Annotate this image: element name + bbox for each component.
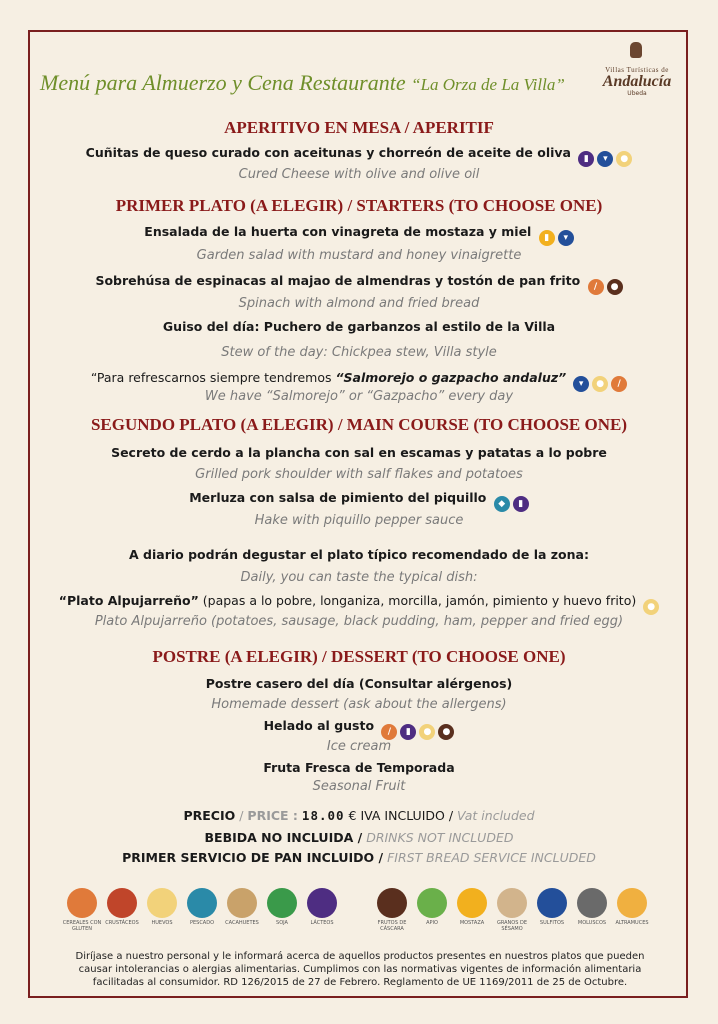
pan-es: PRIMER SERVICIO DE PAN INCLUIDO / (122, 850, 384, 865)
restaurant-name: “La Orza de La Villa” (411, 75, 565, 94)
huevos-icon: ● (592, 376, 608, 392)
plato-tipico-name: “Plato Alpujarreño” (58, 593, 199, 608)
cereales-icon: / (381, 724, 397, 740)
andalucia-logo (594, 38, 680, 108)
allergen-note: Diríjase a nuestro personal y le informará acerca de aquellos productos presentes en nuestros platos que pueden causar intolerancias o alergias alimentarias. Cumplimos con las normativas vigentes de información alimentaria facilitadas al consumidor. RD 126/2015 de 27 de Febrero. Reglamento de UE 1169/2011 de 25 de Octubre. (75, 951, 645, 988)
allergen-icon (107, 888, 137, 918)
bebida-en: DRINKS NOT INCLUDED (366, 830, 514, 845)
menu-title (40, 70, 565, 96)
menu-header (40, 60, 680, 120)
pan-en: FIRST BREAD SERVICE INCLUDED (387, 850, 596, 865)
precio-label: PRECIO (183, 808, 236, 823)
bebida-line (0, 830, 718, 845)
primer-item-2-text: Sobrehúsa de espinacas al majao de almendras y tostón de pan frito (95, 273, 581, 288)
section-aperitivo: APERITIVO EN MESA / APERITIF (224, 118, 494, 137)
allergen-legend-item (450, 888, 494, 926)
allergen-icon (147, 888, 177, 918)
section-postre: POSTRE (A ELEGIR) / DESSERT (TO CHOOSE ONE) (152, 647, 566, 666)
allergen-legend-item (300, 888, 344, 926)
aperitivo-item-text: Cuñitas de queso curado con aceitunas y chorreón de aceite de oliva (85, 145, 571, 160)
allergen-label: SOJA (276, 920, 288, 926)
precio-label-en: PRICE : (247, 808, 298, 823)
postre-item-3: Fruta Fresca de Temporada (263, 760, 455, 775)
primer-item-3: Guiso del día: Puchero de garbanzos al estilo de la Villa (162, 319, 556, 334)
cereales-icon: / (611, 376, 627, 392)
postre-item-1: Postre casero del día (Consultar alérgenos) (205, 676, 513, 691)
allergen-icon (457, 888, 487, 918)
precio-vat-en: Vat included (457, 808, 535, 823)
allergen-legend-item (220, 888, 264, 926)
allergen-icon (537, 888, 567, 918)
pescado-icon: ◆ (494, 496, 510, 512)
jar-icon (630, 42, 642, 58)
segundo-item-2-text: Merluza con salsa de pimiento del piquillo (189, 490, 487, 505)
diario-en: Daily, you can taste the typical dish: (240, 570, 478, 585)
allergen-label: CRUSTÁCEOS (105, 920, 139, 926)
allergen-legend-item (100, 888, 144, 926)
allergen-label: MOLUSCOS (577, 920, 607, 926)
logo-main-text: Andalucía (602, 73, 672, 90)
section-segundo: SEGUNDO PLATO (A ELEGIR) / MAIN COURSE (TO CHOOSE ONE) (90, 415, 628, 434)
lacteos-icon: ▮ (400, 724, 416, 740)
allergen-icon (377, 888, 407, 918)
allergen-legend-item (570, 888, 614, 926)
allergen-legend-item (490, 888, 534, 932)
section-primer: PRIMER PLATO (A ELEGIR) / STARTERS (TO CHOOSE ONE) (115, 196, 603, 215)
allergen-label: APIO (426, 920, 438, 926)
lacteos-icon: ▮ (578, 151, 594, 167)
allergen-label: ALTRAMUCES (615, 920, 649, 926)
primer-item-1-en: Garden salad with mustard and honey vinaigrette (196, 248, 522, 263)
allergen-icon (577, 888, 607, 918)
mostaza-icon: ▮ (539, 230, 555, 246)
allergen-legend (60, 888, 660, 936)
postre-item-2 (0, 718, 718, 740)
allergen-legend-item (60, 888, 104, 932)
frutos-cascara-icon: ● (607, 279, 623, 295)
aperitivo-item (0, 145, 718, 167)
postre-item-1-en: Homemade dessert (ask about the allergens) (211, 697, 507, 712)
primer-item-1-text: Ensalada de la huerta con vinagreta de mostaza y miel (144, 224, 532, 239)
allergen-label: SULFITOS (539, 920, 565, 926)
sulfitos-icon: ▾ (558, 230, 574, 246)
primer-item-4-en: We have “Salmorejo” or “Gazpacho” every day (204, 389, 514, 404)
primer-item-4-intro: “Para refrescarnos siempre tendremos (90, 370, 336, 385)
allergen-icon (617, 888, 647, 918)
aperitivo-item-en: Cured Cheese with olive and olive oil (238, 167, 480, 182)
allergen-icon (227, 888, 257, 918)
allergen-icon (187, 888, 217, 918)
segundo-item-2 (0, 490, 718, 512)
postre-item-2-en: Ice cream (326, 739, 392, 754)
precio-line: PRECIO / PRICE : 18.00 € IVA INCLUIDO / Vat included (183, 808, 535, 823)
precio-value: 18.00 (301, 808, 345, 823)
allergen-label: MOSTAZA (459, 920, 485, 926)
diario-text: A diario podrán degustar el plato típico recomendado de la zona: (129, 547, 589, 562)
allergen-legend-item (610, 888, 654, 926)
allergen-legend-item (370, 888, 414, 932)
logo-top-text: Villas Turísticas de (605, 66, 669, 74)
allergen-label: CACAHUETES (225, 920, 259, 926)
cereales-icon: / (588, 279, 604, 295)
allergen-icon (497, 888, 527, 918)
segundo-item-1: Secreto de cerdo a la plancha con sal en escamas y patatas a lo pobre (111, 445, 607, 460)
postre-item-3-en: Seasonal Fruit (312, 779, 406, 794)
allergen-label: CEREALES CON GLUTEN (62, 920, 102, 932)
allergen-icon (307, 888, 337, 918)
allergen-label: GRANOS DE SÉSAMO (496, 920, 527, 932)
allergen-legend-item (260, 888, 304, 926)
bebida-es: BEBIDA NO INCLUIDA / (204, 830, 363, 845)
sulfitos-icon: ▾ (573, 376, 589, 392)
logo-sub-text: Ubeda (627, 90, 647, 97)
huevos-icon: ● (643, 599, 659, 615)
allergen-legend-item (530, 888, 574, 926)
sulfitos-icon: ▾ (597, 151, 613, 167)
allergen-legend-item (140, 888, 184, 926)
allergen-legend-item (180, 888, 224, 926)
postre-item-2-text: Helado al gusto (263, 718, 375, 733)
segundo-item-1-en: Grilled pork shoulder with salf flakes and potatoes (195, 467, 523, 482)
primer-item-2-en: Spinach with almond and fried bread (238, 296, 480, 311)
allergen-icon (267, 888, 297, 918)
allergen-label: FRUTOS DE CÁSCARA (377, 920, 407, 932)
allergen-label: HUEVOS (151, 920, 173, 926)
primer-item-4-dish: “Salmorejo o gazpacho andaluz” (335, 370, 567, 385)
plato-tipico-en: Plato Alpujarreño (potatoes, sausage, black pudding, ham, pepper and fried egg) (94, 614, 624, 629)
plato-tipico (0, 593, 718, 615)
title-text: Menú para Almuerzo y Cena Restaurante (40, 70, 406, 95)
primer-item-3-en: Stew of the day: Chickpea stew, Villa style (221, 345, 497, 360)
pan-line (0, 850, 718, 865)
allergen-label: LÁCTEOS (310, 920, 334, 926)
plato-tipico-desc: (papas a lo pobre, longaniza, morcilla, jamón, pimiento y huevo frito) (198, 593, 637, 608)
lacteos-icon: ▮ (513, 496, 529, 512)
allergen-legend-item (410, 888, 454, 926)
precio-currency: € IVA INCLUIDO / (348, 808, 454, 823)
allergen-icon (67, 888, 97, 918)
huevos-icon: ● (419, 724, 435, 740)
primer-item-2 (0, 273, 718, 295)
huevos-icon: ● (616, 151, 632, 167)
allergen-icon (417, 888, 447, 918)
segundo-item-2-en: Hake with piquillo pepper sauce (254, 513, 464, 528)
allergen-label: PESCADO (189, 920, 215, 926)
frutos-cascara-icon: ● (438, 724, 454, 740)
primer-item-1 (0, 224, 718, 246)
